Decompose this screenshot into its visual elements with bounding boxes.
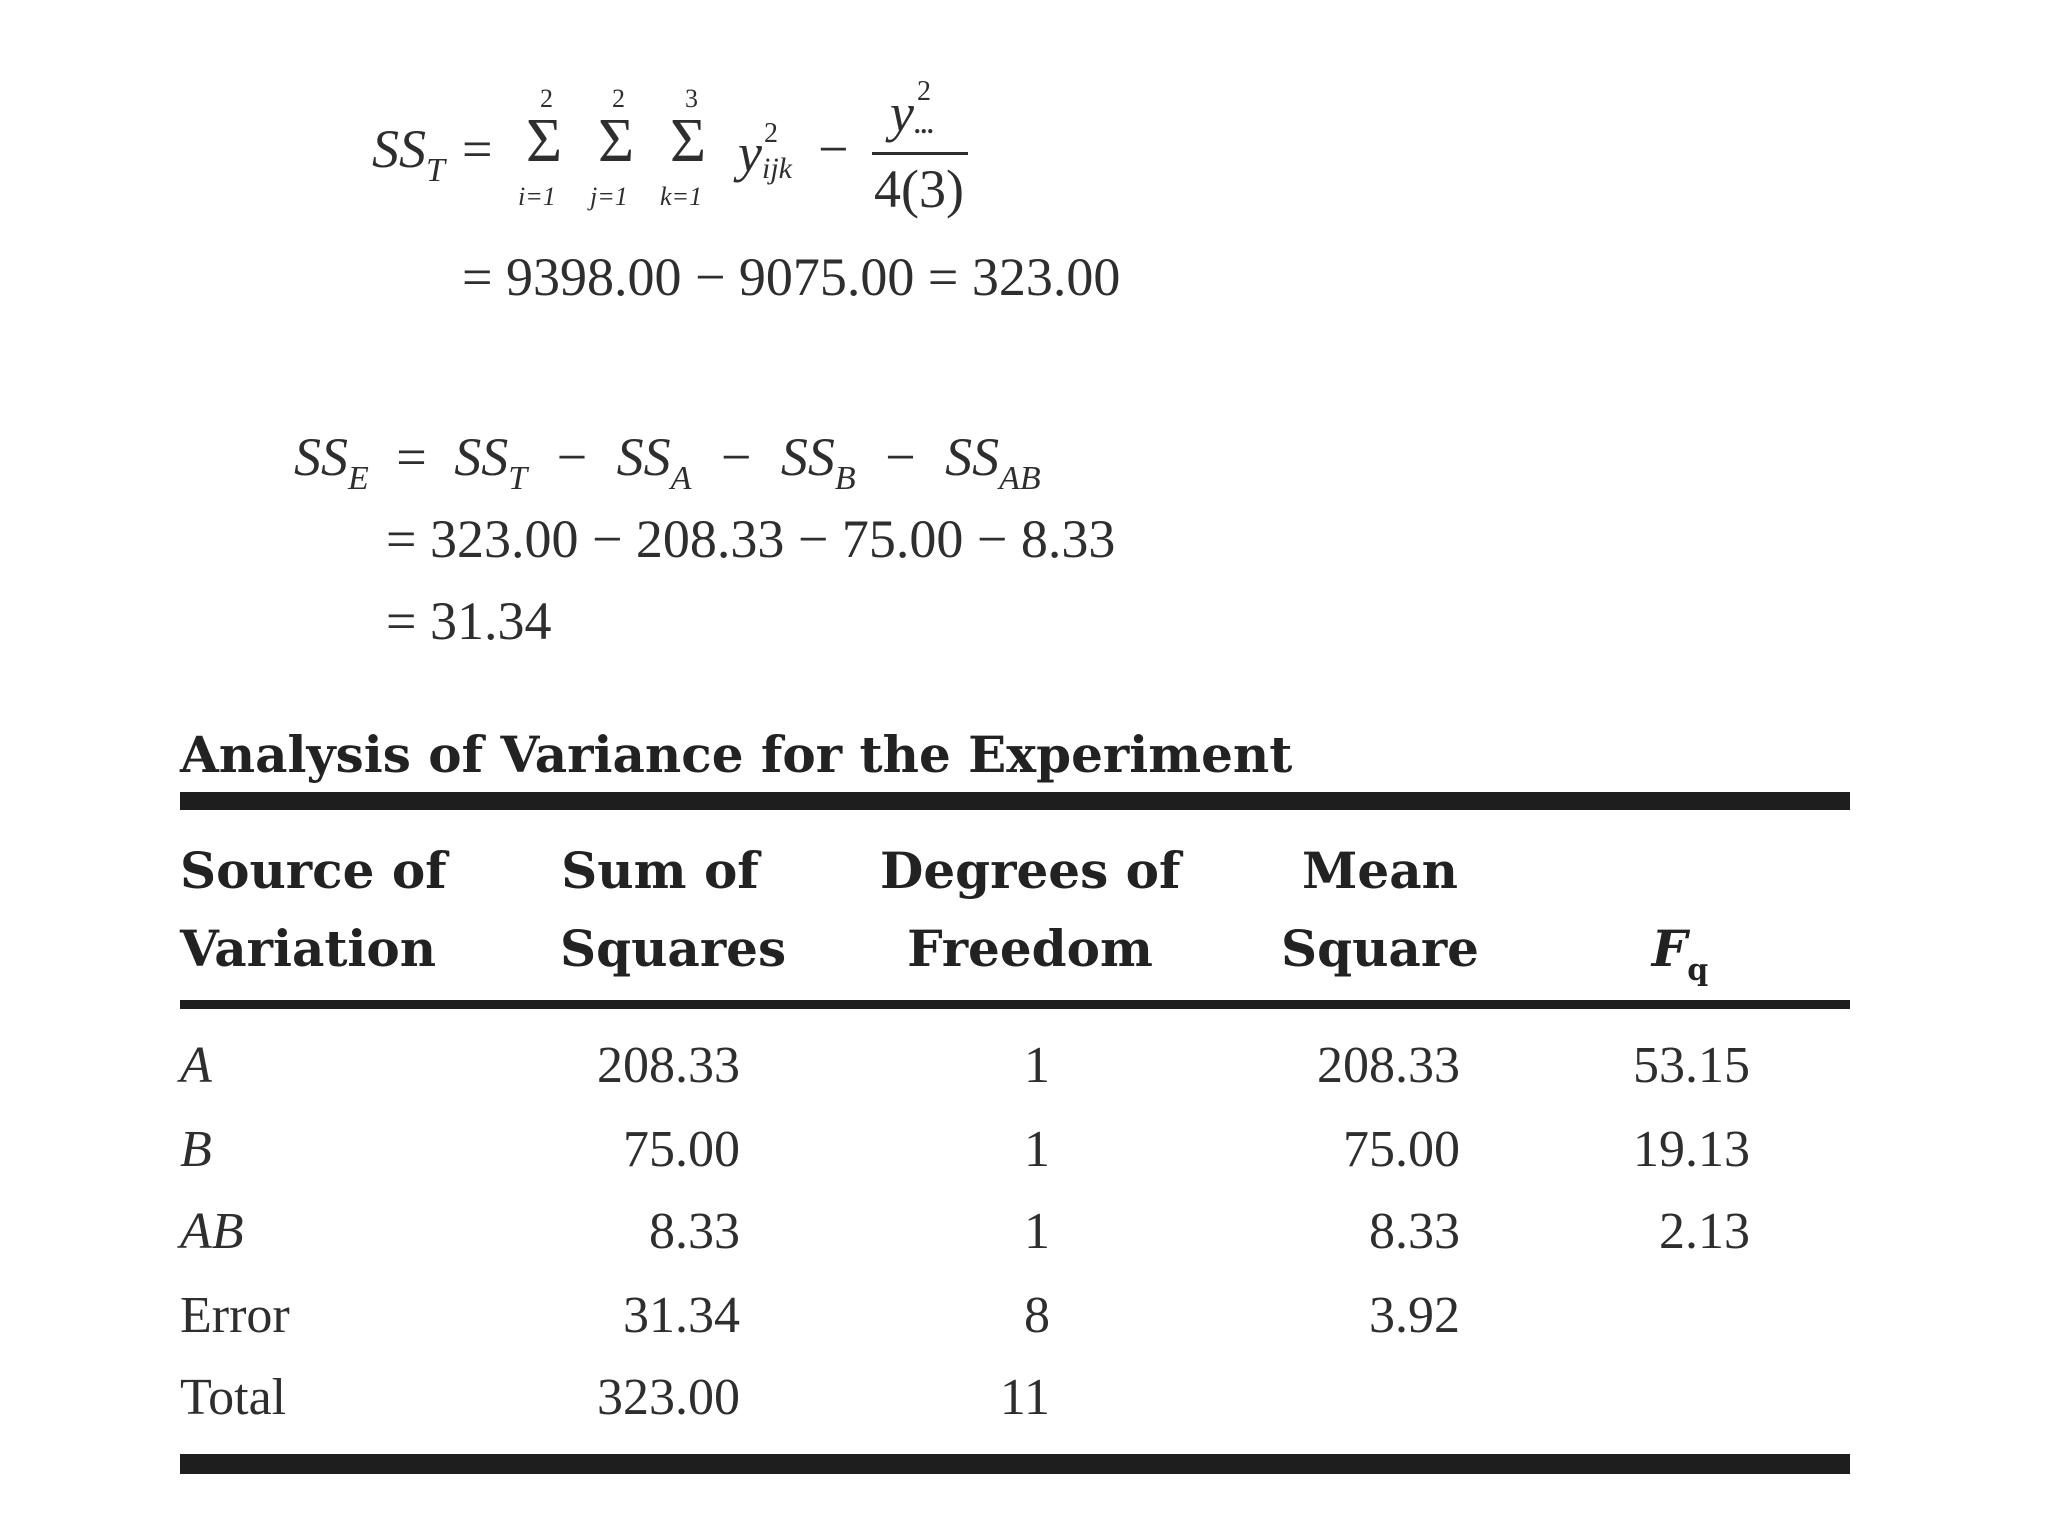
row-df: 1 bbox=[1024, 1203, 1050, 1260]
sigma2-symbol: Σ bbox=[598, 107, 635, 175]
sse-op-2: − bbox=[720, 427, 752, 487]
header-ss-line2: Squares bbox=[560, 919, 787, 978]
header-df-line2: Freedom bbox=[907, 919, 1153, 978]
row-ms: 8.33 bbox=[1369, 1203, 1460, 1260]
sse-lhs-base: SS bbox=[294, 427, 348, 487]
row-df: 8 bbox=[1024, 1287, 1050, 1344]
table-title: Analysis of Variance for the Experiment bbox=[180, 725, 1293, 784]
row-ss: 8.33 bbox=[649, 1203, 740, 1260]
sse-line1 bbox=[294, 426, 1041, 497]
row-ss: 75.00 bbox=[623, 1121, 740, 1178]
header-mean-square bbox=[1280, 832, 1480, 988]
header-f-sub: q bbox=[1687, 953, 1709, 988]
row-f: 19.13 bbox=[1633, 1121, 1750, 1178]
sigma3-lower-limit: k=1 bbox=[660, 182, 703, 211]
row-f: 2.13 bbox=[1659, 1203, 1750, 1260]
row-source: Error bbox=[180, 1287, 290, 1344]
sigma2-upper-limit: 2 bbox=[612, 84, 625, 113]
row-f: 53.15 bbox=[1633, 1037, 1750, 1094]
sst-minus: − bbox=[818, 119, 849, 179]
header-ss-line1: Sum of bbox=[561, 841, 759, 900]
row-df: 1 bbox=[1024, 1037, 1050, 1094]
sse-term-0-base: SS bbox=[454, 427, 509, 487]
header-ms-line1: Mean bbox=[1302, 841, 1458, 900]
table-header-rule bbox=[180, 1000, 1850, 1009]
frac-numerator: y bbox=[890, 83, 914, 143]
row-ss: 323.00 bbox=[597, 1369, 740, 1426]
sum-term-sup: 2 bbox=[764, 118, 778, 149]
sse-line2: = 323.00 − 208.33 − 75.00 − 8.33 bbox=[386, 509, 1116, 569]
frac-numerator-sup: 2 bbox=[917, 76, 931, 107]
header-ms-line2: Square bbox=[1281, 919, 1479, 978]
frac-denominator: 4(3) bbox=[874, 159, 964, 219]
row-source: AB bbox=[180, 1203, 244, 1260]
header-df-line1: Degrees of bbox=[880, 841, 1181, 900]
sigma3-upper-limit: 3 bbox=[685, 84, 698, 113]
header-source-line1: Source of bbox=[180, 841, 447, 900]
row-source: B bbox=[180, 1121, 212, 1178]
row-ms: 208.33 bbox=[1317, 1037, 1460, 1094]
sse-term-3-sub: AB bbox=[999, 460, 1041, 497]
sst-lhs bbox=[372, 118, 445, 189]
row-ms: 3.92 bbox=[1369, 1287, 1460, 1344]
fraction-bar bbox=[872, 152, 968, 155]
sigma1-upper-limit: 2 bbox=[540, 84, 553, 113]
sum-term-sub: ijk bbox=[762, 152, 792, 185]
sse-op-0: = bbox=[396, 427, 427, 487]
sse-term-2-base: SS bbox=[780, 427, 835, 487]
sse-lhs-sub: E bbox=[348, 460, 369, 497]
sigma3-symbol: Σ bbox=[670, 107, 707, 175]
header-sum-of-squares bbox=[560, 832, 787, 988]
row-ss: 31.34 bbox=[623, 1287, 740, 1344]
row-ms: 75.00 bbox=[1343, 1121, 1460, 1178]
sse-op-3: − bbox=[885, 427, 916, 487]
header-f bbox=[1640, 910, 1720, 996]
sst-lhs-sub: T bbox=[426, 152, 445, 189]
sst-result-line: = 9398.00 − 9075.00 = 323.00 bbox=[462, 247, 1121, 307]
sum-term-base: y bbox=[738, 123, 762, 183]
sse-term-1-sub: A bbox=[670, 460, 692, 497]
header-degrees-of-freedom bbox=[880, 832, 1180, 988]
sigma2-lower-limit: j=1 bbox=[590, 182, 628, 211]
sst-equals: = bbox=[462, 119, 493, 179]
sigma1-lower-limit: i=1 bbox=[518, 182, 556, 211]
sse-op-1: − bbox=[556, 427, 588, 487]
row-source: Total bbox=[180, 1369, 287, 1426]
header-f-base: F bbox=[1651, 919, 1688, 978]
sst-lhs-base: SS bbox=[372, 119, 426, 179]
row-source: A bbox=[180, 1037, 212, 1094]
table-bottom-rule bbox=[180, 1454, 1850, 1474]
header-source-line2: Variation bbox=[180, 919, 437, 978]
sse-term-3-base: SS bbox=[945, 427, 1000, 487]
sse-term-0-sub: T bbox=[508, 460, 528, 497]
sse-term-2-sub: B bbox=[834, 460, 856, 497]
sse-line3: = 31.34 bbox=[386, 591, 552, 651]
frac-numerator-sub: ... bbox=[914, 110, 934, 139]
header-source bbox=[180, 832, 447, 988]
row-ss: 208.33 bbox=[597, 1037, 740, 1094]
row-df: 1 bbox=[1024, 1121, 1050, 1178]
sigma1-symbol: Σ bbox=[526, 107, 563, 175]
table-top-rule bbox=[180, 792, 1850, 810]
row-df: 11 bbox=[999, 1369, 1050, 1426]
sse-term-1-base: SS bbox=[616, 427, 671, 487]
